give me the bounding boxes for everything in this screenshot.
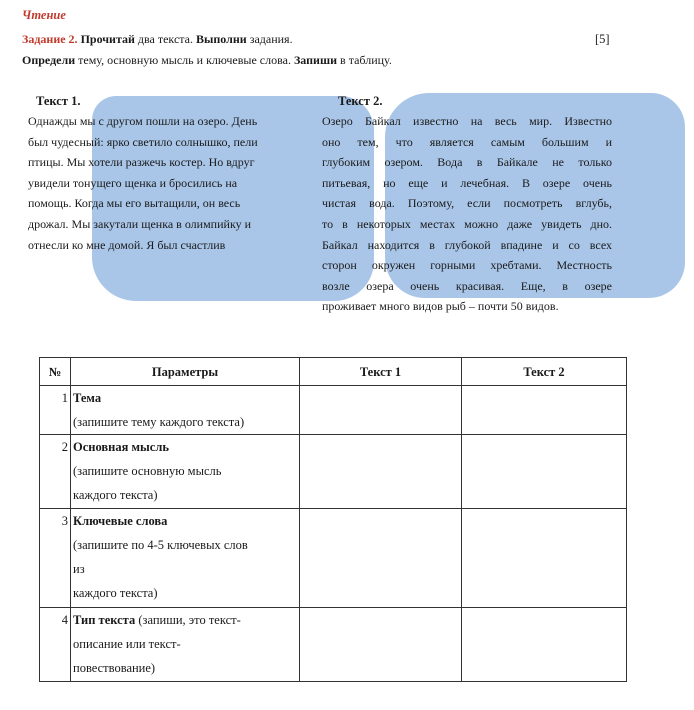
text1-body [28, 111, 308, 255]
text2-body [322, 111, 612, 317]
param-desc: каждого текста) [73, 488, 158, 502]
instruction-text: тему, основную мысль и ключевые слова. [75, 53, 294, 67]
table-row [40, 386, 627, 435]
text-line: чистая вода. Поэтому, если посмотреть вглубь, [322, 196, 612, 211]
param-desc: (запиши, это текст- [135, 613, 241, 627]
task-instruction [22, 32, 293, 47]
instruction-text: два текста. [134, 32, 196, 46]
instruction-verb-read: Прочитай [80, 32, 135, 46]
param-cell [71, 435, 300, 509]
row-number: 3 [40, 509, 71, 608]
col-header-params: Параметры [71, 358, 300, 386]
text-line: помощь. Когда мы его вытащили, он весь [28, 196, 241, 211]
answer-cell-text1[interactable] [300, 608, 462, 682]
instruction-verb-do: Выполни [196, 32, 247, 46]
col-header-text1: Текст 1 [300, 358, 462, 386]
col-header-number: № [40, 358, 71, 386]
section-label: Чтение [22, 8, 66, 22]
text-line: глубоким озером. Вода в Байкале не только [322, 155, 612, 170]
instruction-text: задания. [246, 32, 293, 46]
text-line: то в некоторых местах можно даже увидеть дно. [322, 216, 612, 231]
table-header-row [40, 358, 627, 386]
table-row [40, 608, 627, 682]
text-line: птицы. Мы хотели разжечь костер. Но вдруг [28, 155, 255, 170]
text2-title: Текст 2. [338, 94, 383, 108]
instruction-text: в таблицу. [337, 53, 392, 67]
answer-cell-text2[interactable] [462, 386, 627, 435]
param-name: Ключевые слова [73, 514, 168, 528]
param-desc: повествование) [73, 661, 156, 675]
task-number: Задание 2. [22, 32, 78, 46]
text1-title: Текст 1. [36, 94, 81, 108]
row-number: 4 [40, 608, 71, 682]
answer-cell-text2[interactable] [462, 435, 627, 509]
param-cell [71, 386, 300, 435]
row-number: 1 [40, 386, 71, 435]
score-badge: [5] [595, 32, 610, 46]
param-desc: (запишите по 4-5 ключевых слов [73, 538, 248, 552]
text-line: проживает много видов рыб – почти 50 видов. [322, 299, 559, 314]
text-line: сторон окружен горными хребтами. Местность [322, 258, 612, 273]
param-cell [71, 509, 300, 608]
text-line: Байкал находится в глубокой впадине и со всех [322, 237, 612, 252]
param-desc: (запишите тему каждого текста) [73, 415, 245, 429]
param-cell [71, 608, 300, 682]
param-desc: описание или текст- [73, 637, 181, 651]
text-line: был чудесный: ярко светило солнышко, пели [28, 134, 258, 149]
parameters-table [39, 357, 627, 682]
table-row [40, 509, 627, 608]
param-name: Основная мысль [73, 440, 169, 454]
param-desc: каждого текста) [73, 586, 158, 600]
task-instruction-2 [22, 53, 392, 68]
text-line: увидели тонущего щенка и бросились на [28, 175, 238, 190]
row-number: 2 [40, 435, 71, 509]
answer-cell-text2[interactable] [462, 509, 627, 608]
param-desc: из [73, 562, 85, 576]
param-name-line [73, 608, 297, 632]
param-name: Тип текста [73, 613, 136, 627]
text-line: отнесли ко мне домой. Я был счастлив [28, 237, 226, 252]
text-line: Озеро Байкал известно на весь мир. Известно [322, 114, 612, 128]
text-line: Однажды мы с другом пошли на озеро. День [28, 114, 258, 128]
answer-cell-text1[interactable] [300, 509, 462, 608]
answer-cell-text2[interactable] [462, 608, 627, 682]
instruction-verb-define: Определи [22, 53, 76, 67]
table-row [40, 435, 627, 509]
col-header-text2: Текст 2 [462, 358, 627, 386]
text-line: оно тем, что является самым большим и [322, 134, 612, 149]
answer-cell-text1[interactable] [300, 386, 462, 435]
answer-cell-text1[interactable] [300, 435, 462, 509]
text-line: питьевая, но еще и лечебная. В озере очень [322, 175, 612, 190]
param-desc: (запишите основную мысль [73, 464, 222, 478]
text-line: возле озера очень красивая. Еще, в озере [322, 278, 612, 293]
text-line: дрожал. Мы закутали щенка в олимпийку и [28, 216, 252, 231]
instruction-verb-write: Запиши [293, 53, 338, 67]
param-name: Тема [73, 391, 102, 405]
